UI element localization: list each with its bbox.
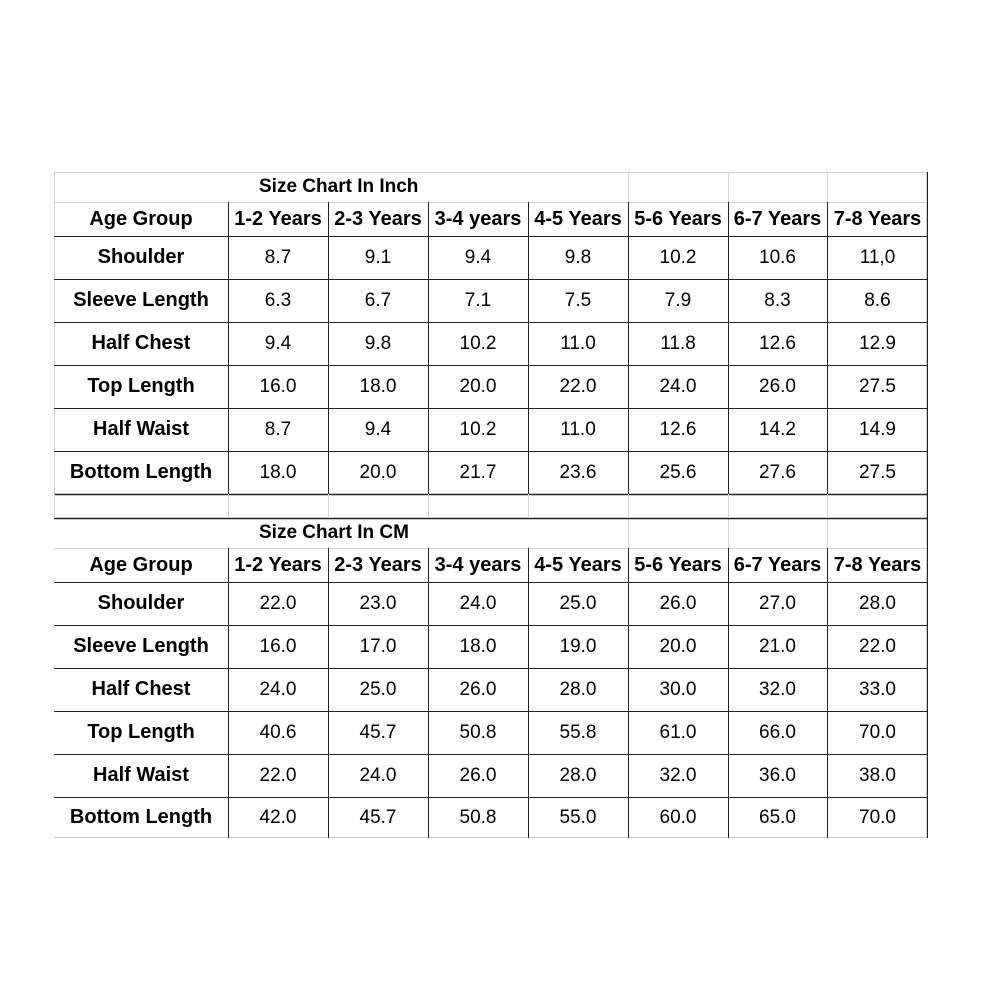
table-cell: 27.0	[759, 592, 796, 614]
table-cell: 6.7	[364, 289, 392, 311]
table-cell: 8.6	[864, 289, 891, 311]
table-cell: 24.0	[259, 678, 297, 700]
table-cell: 8.7	[264, 418, 292, 440]
table-cell: 32.0	[659, 764, 697, 786]
table-cell: 7.9	[664, 289, 692, 311]
table-cell: 38.0	[859, 764, 896, 786]
table-cell: 27.6	[759, 461, 796, 483]
table-cell: 8.7	[264, 246, 292, 268]
table-cell: 26.0	[659, 592, 697, 614]
table-cell: 9.4	[464, 246, 492, 268]
row-label: Sleeve Length	[73, 635, 209, 657]
table-cell: 27.5	[859, 375, 896, 397]
table-cell: 27.5	[859, 461, 896, 483]
table-cell: 60.0	[659, 806, 697, 828]
row-label: Shoulder	[97, 246, 185, 268]
table-cell: 30.0	[659, 678, 697, 700]
table-cell: 9.4	[364, 418, 392, 440]
table-title: Size Chart In Inch	[259, 176, 419, 197]
table-cell: 9.1	[364, 246, 392, 268]
table-cell: 17.0	[359, 635, 397, 657]
table-cell: 14.9	[859, 418, 896, 440]
row-label: Half Waist	[93, 764, 189, 786]
table-cell: 14.2	[759, 418, 796, 440]
table-cell: 50.8	[459, 721, 497, 743]
table-cell: 25.0	[559, 592, 597, 614]
table-cell: 25.6	[659, 461, 697, 483]
row-label: Sleeve Length	[73, 289, 209, 311]
row-label: Bottom Length	[69, 461, 213, 483]
table-cell: 7.1	[464, 289, 492, 311]
column-header: 7-8 Years	[833, 553, 922, 576]
table-cell: 28.0	[559, 678, 597, 700]
table-cell: 24.0	[359, 764, 397, 786]
table-cell: 55.8	[559, 721, 597, 743]
column-header: 3-4 years	[434, 553, 522, 576]
table-cell: 20.0	[459, 375, 497, 397]
table-cell: 66.0	[759, 721, 796, 743]
table-cell: 10.2	[459, 332, 497, 354]
table-cell: 12.6	[659, 418, 697, 440]
table-cell: 70.0	[859, 721, 896, 743]
column-header: 2-3 Years	[334, 553, 422, 576]
table-cell: 16.0	[259, 635, 297, 657]
table-cell: 42.0	[259, 806, 297, 828]
table-cell: 33.0	[859, 678, 896, 700]
table-cell: 9.8	[564, 246, 592, 268]
table-cell: 12.6	[759, 332, 796, 354]
table-cell: 9.8	[364, 332, 392, 354]
table-cell: 24.0	[459, 592, 497, 614]
table-cell: 22.0	[559, 375, 597, 397]
table-cell: 7.5	[564, 289, 592, 311]
column-header: 3-4 years	[434, 207, 522, 230]
table-cell: 45.7	[359, 721, 397, 743]
table-cell: 11.8	[660, 332, 696, 354]
size-chart-sheet	[54, 172, 928, 838]
table-cell: 20.0	[359, 461, 397, 483]
table-cell: 10.6	[759, 246, 796, 268]
table-cell: 40.6	[259, 721, 297, 743]
row-label: Half Chest	[91, 678, 191, 700]
row-label: Half Waist	[93, 418, 189, 440]
table-cell: 19.0	[559, 635, 597, 657]
table-cell: 65.0	[759, 806, 796, 828]
table-cell: 50.8	[459, 806, 497, 828]
table-cell: 11,0	[859, 246, 896, 268]
column-header-age-group: Age Group	[89, 207, 193, 230]
table-cell: 21.7	[459, 461, 497, 483]
row-label: Half Chest	[91, 332, 191, 354]
table-cell: 23.6	[559, 461, 597, 483]
table-cell: 22.0	[859, 635, 896, 657]
table-cell: 22.0	[259, 592, 297, 614]
column-header: 2-3 Years	[334, 207, 422, 230]
column-header: 5-6 Years	[634, 553, 722, 576]
table-cell: 11.0	[560, 418, 596, 440]
table-cell: 55.0	[559, 806, 597, 828]
row-label: Top Length	[87, 721, 195, 743]
table-cell: 12.9	[859, 332, 896, 354]
table-cell: 32.0	[759, 678, 796, 700]
column-header: 6-7 Years	[733, 207, 822, 230]
table-cell: 16.0	[259, 375, 297, 397]
table-cell: 9.4	[264, 332, 292, 354]
table-cell: 8.3	[764, 289, 791, 311]
table-cell: 10.2	[459, 418, 497, 440]
table-cell: 45.7	[359, 806, 397, 828]
table-cell: 24.0	[659, 375, 697, 397]
row-label: Shoulder	[97, 592, 185, 614]
table-cell: 21.0	[759, 635, 796, 657]
table-cell: 20.0	[659, 635, 697, 657]
column-header: 4-5 Years	[534, 553, 622, 576]
table-cell: 36.0	[759, 764, 796, 786]
table-cell: 22.0	[259, 764, 297, 786]
table-cell: 26.0	[759, 375, 796, 397]
column-header: 7-8 Years	[833, 207, 922, 230]
table-cell: 10.2	[659, 246, 697, 268]
row-label: Top Length	[87, 375, 195, 397]
table-cell: 28.0	[859, 592, 896, 614]
column-header: 5-6 Years	[634, 207, 722, 230]
table-cell: 18.0	[459, 635, 497, 657]
column-header-age-group: Age Group	[89, 553, 193, 576]
column-header: 1-2 Years	[234, 553, 322, 576]
table-cell: 6.3	[264, 289, 292, 311]
column-header: 1-2 Years	[234, 207, 322, 230]
table-title: Size Chart In CM	[259, 522, 409, 543]
row-label: Bottom Length	[69, 806, 213, 828]
column-header: 4-5 Years	[534, 207, 622, 230]
table-cell: 26.0	[459, 764, 497, 786]
table-cell: 11.0	[560, 332, 596, 354]
table-cell: 18.0	[359, 375, 397, 397]
table-cell: 23.0	[359, 592, 397, 614]
table-cell: 26.0	[459, 678, 497, 700]
table-cell: 70.0	[859, 806, 896, 828]
table-cell: 18.0	[259, 461, 297, 483]
table-cell: 61.0	[659, 721, 697, 743]
table-cell: 28.0	[559, 764, 597, 786]
table-cell: 25.0	[359, 678, 397, 700]
column-header: 6-7 Years	[733, 553, 822, 576]
